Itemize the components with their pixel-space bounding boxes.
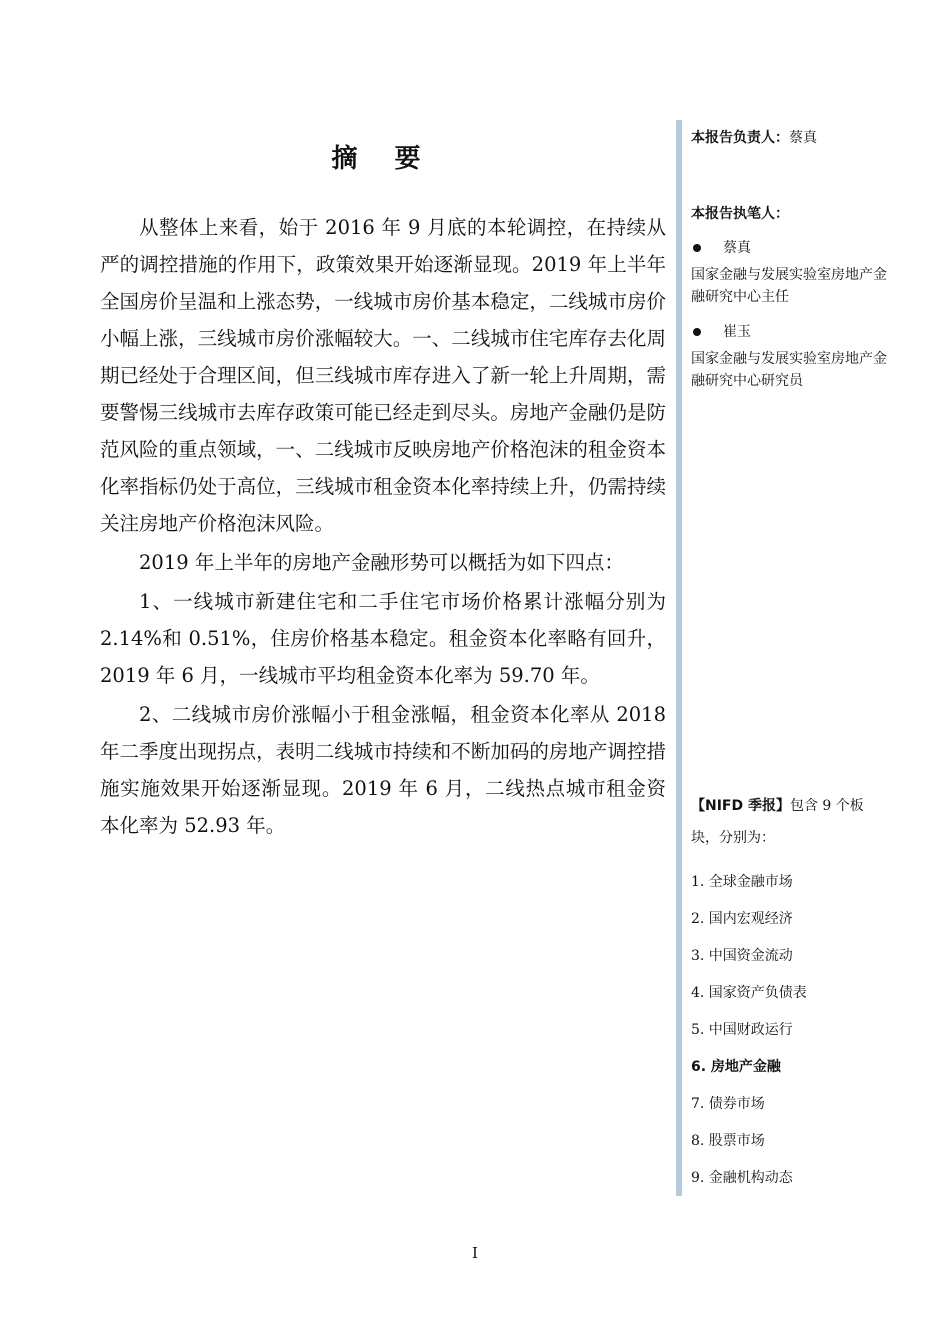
module-item: 3. 中国资金流动 [691, 948, 793, 964]
report-intro [691, 790, 891, 854]
report-intro-text: 包含 9 个板块，分别为： [691, 798, 864, 846]
main-content [100, 130, 666, 846]
summary-paragraph-4: 2、二线城市房价涨幅小于租金涨幅，租金资本化率从 2018 年二季度出现拐点，表明二线城市持续和不断加码的房地产调控措施实施效果开始逐渐显现。2019 年 6 月，二线热点城市租金资本化率为 52.93 年。 [100, 703, 666, 837]
summary-paragraph-3: 1、一线城市新建住宅和二手住宅市场价格累计涨幅分别为 2.14%和 0.51%，住房价格基本稳定。租金资本化率略有回升，2019 年 6 月，一线城市平均租金资本化率为 59.70 年。 [100, 590, 666, 687]
module-item: 9. 金融机构动态 [691, 1170, 793, 1186]
module-item: 8. 股票市场 [691, 1133, 765, 1149]
module-item: 1. 全球金融市场 [691, 874, 793, 890]
bullet-icon [693, 244, 701, 252]
author-item [691, 322, 891, 342]
author-affiliation: 国家金融与发展实验室房地产金融研究中心研究员 [691, 351, 887, 389]
summary-paragraph-2: 2019 年上半年的房地产金融形势可以概括为如下四点： [139, 551, 624, 574]
module-item: 2. 国内宏观经济 [691, 911, 793, 927]
module-item: 4. 国家资产负债表 [691, 985, 807, 1001]
author-sidebar [691, 128, 891, 392]
sidebar-divider [676, 120, 682, 1196]
responsible-person [691, 128, 891, 148]
report-modules [691, 790, 891, 1187]
author-affiliation: 国家金融与发展实验室房地产金融研究中心主任 [691, 267, 887, 305]
author-name: 蔡真 [723, 240, 751, 256]
author-name: 崔玉 [723, 324, 751, 340]
page-title: 摘 要 [331, 144, 435, 174]
report-brand: 【NIFD 季报】 [691, 798, 790, 814]
page-number: I [472, 1244, 478, 1262]
responsible-label: 本报告负责人： [691, 130, 789, 146]
module-item-current: 6. 房地产金融 [691, 1059, 781, 1075]
writers-label: 本报告执笔人： [691, 206, 789, 222]
responsible-name: 蔡真 [789, 130, 817, 146]
author-item [691, 238, 891, 258]
bullet-icon [693, 328, 701, 336]
summary-paragraph-1: 从整体上来看，始于 2016 年 9 月底的本轮调控，在持续从严的调控措施的作用下，政策效果开始逐渐显现。2019 年上半年全国房价呈温和上涨态势，一线城市房价基本稳定，二线城市房价小幅上涨，三线城市房价涨幅较大。一、二线城市住宅库存去化周期已经处于合理区间，但三线城市库存进入了新一轮上升周期，需要警惕三线城市去库存政策可能已经走到尽头。房地产金融仍是防范风险的重点领域，一、二线城市反映房地产价格泡沫的租金资本化率指标仍处于高位，三线城市租金资本化率持续上升，仍需持续关注房地产价格泡沫风险。 [100, 216, 666, 535]
module-item: 5. 中国财政运行 [691, 1022, 793, 1038]
module-item: 7. 债券市场 [691, 1096, 765, 1112]
